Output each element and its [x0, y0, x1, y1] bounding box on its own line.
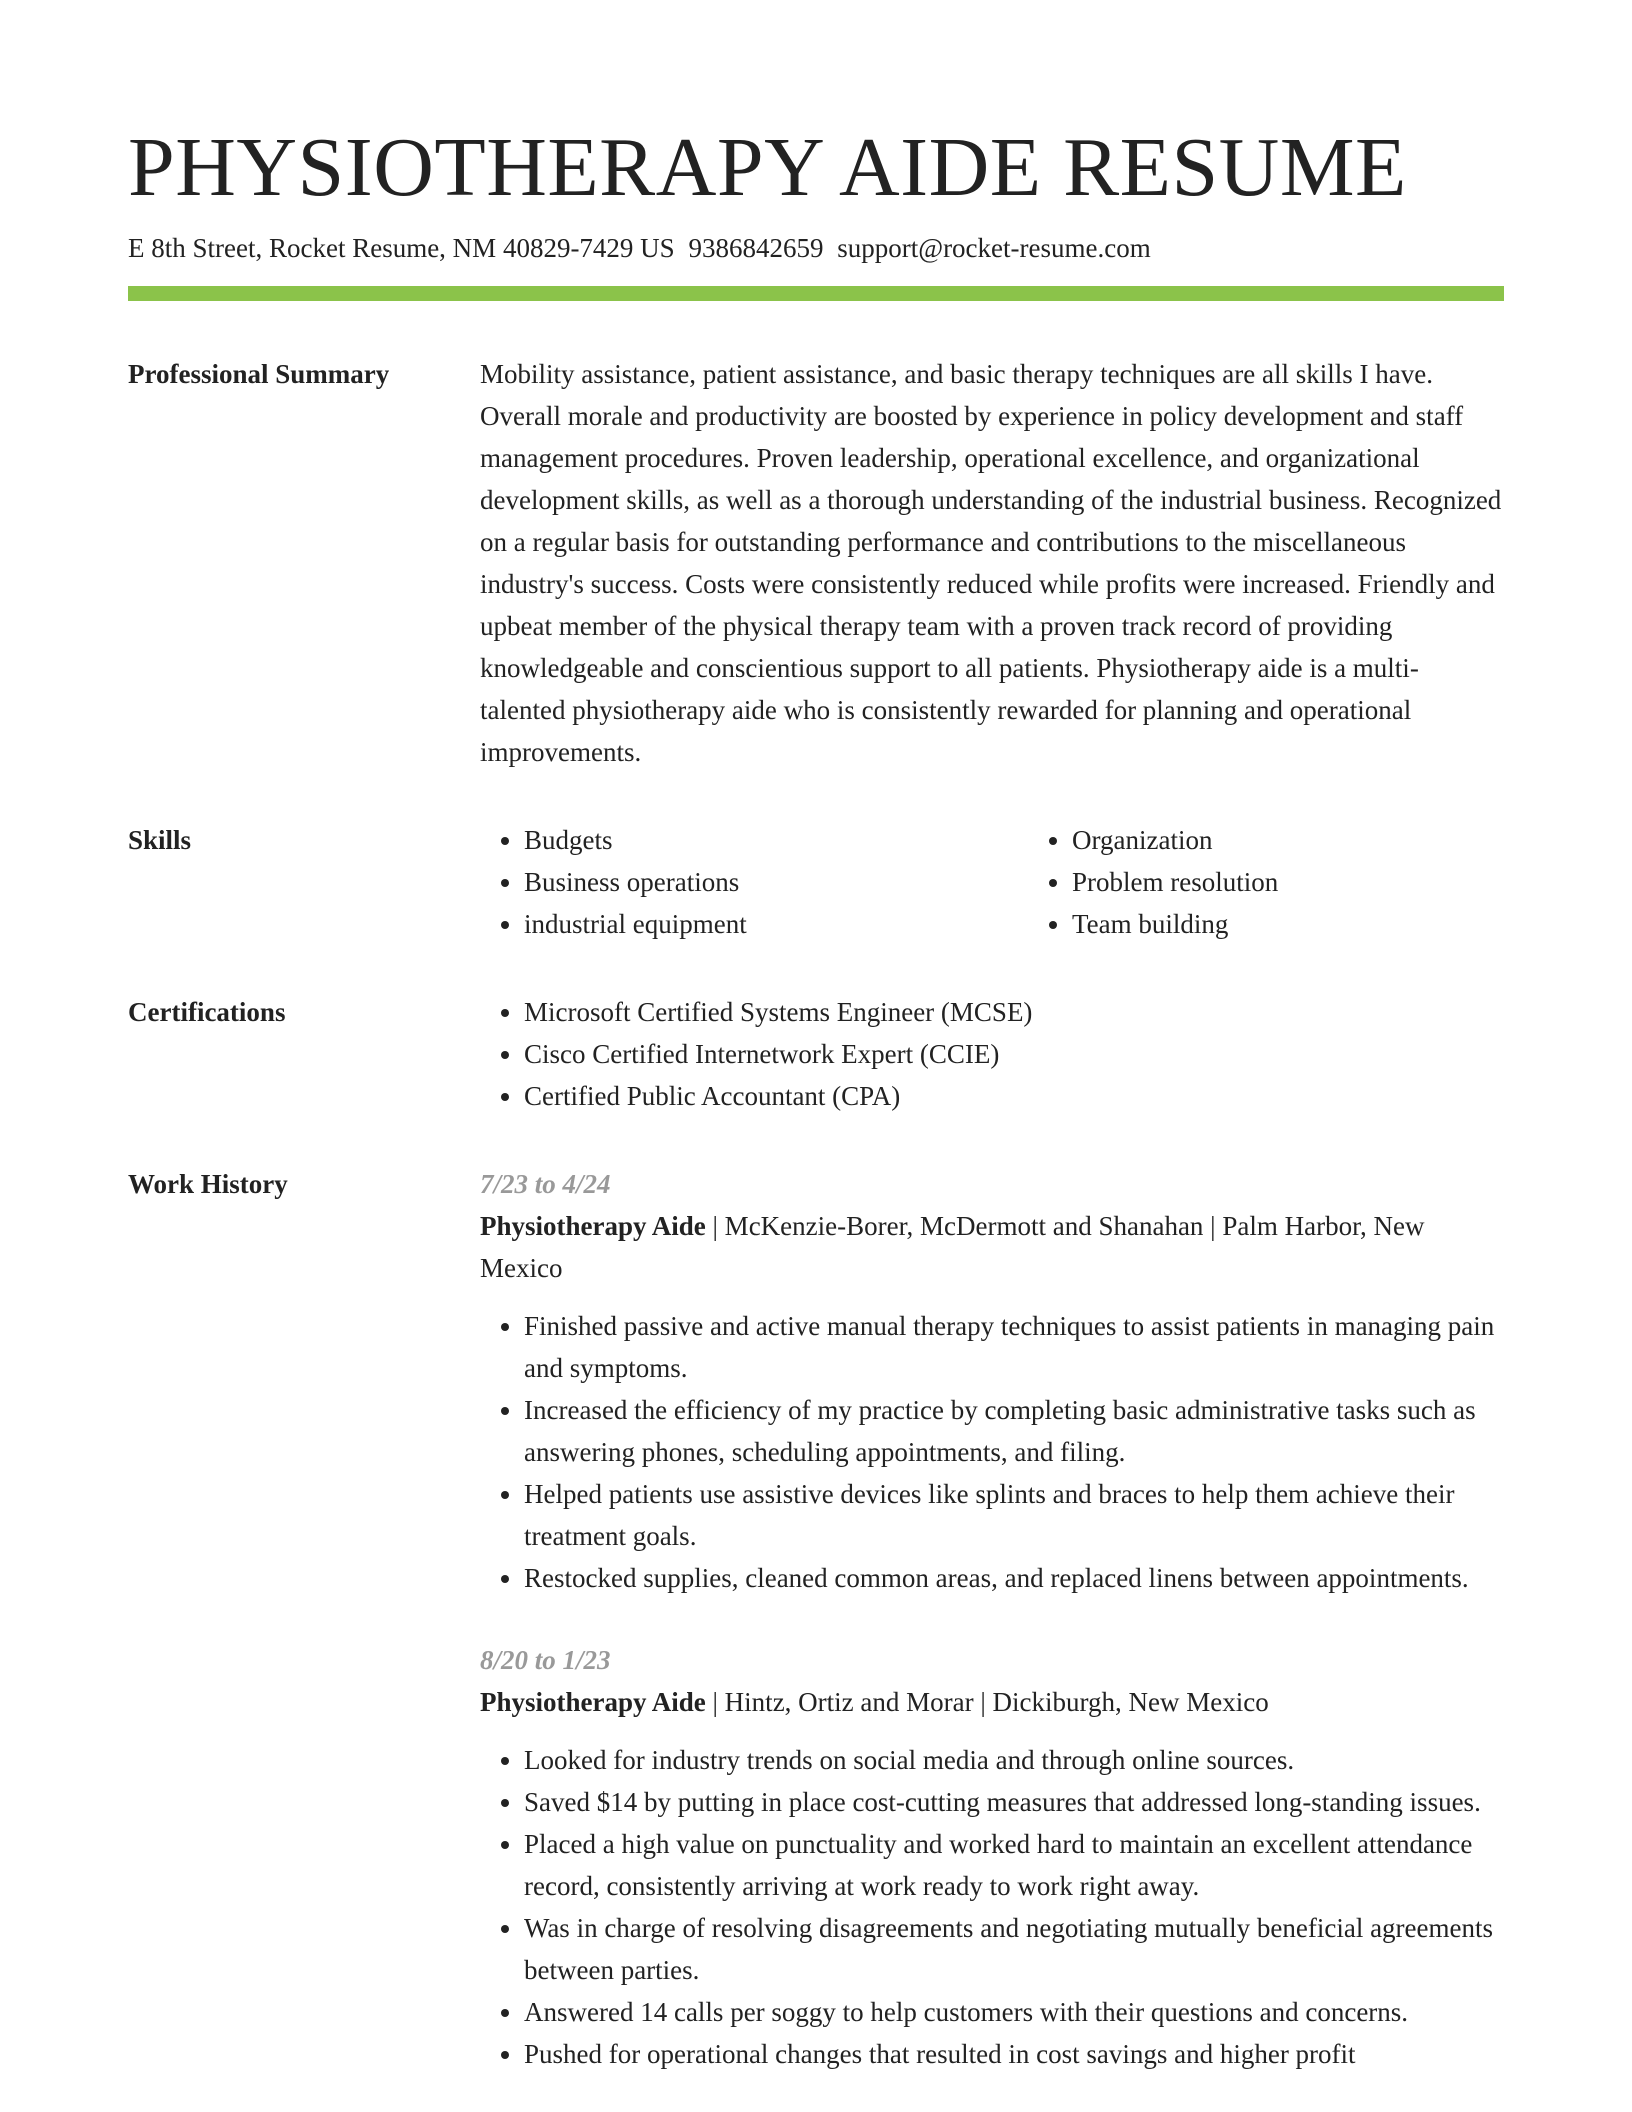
- job-bullet: • Helped patients use assistive devices like splints and braces to help them achieve their treatment goals.: [524, 1473, 1504, 1557]
- resume-page: [128, 120, 1504, 2075]
- header-divider: [128, 286, 1504, 301]
- job-bullet: • Answered 14 calls per soggy to help customers with their questions and concerns.: [524, 1991, 1504, 2033]
- summary-section: [128, 353, 1504, 773]
- job-dates: 8/20 to 1/23: [480, 1645, 611, 1675]
- job-bullet: • Was in charge of resolving disagreements and negotiating mutually beneficial agreements between parties.: [524, 1907, 1504, 1991]
- contact-phone: 9386842659: [688, 233, 824, 263]
- job-bullet: • Pushed for operational changes that resulted in cost savings and higher profit: [524, 2033, 1504, 2075]
- job-heading: [480, 1205, 1504, 1289]
- job-title: Physiotherapy Aide: [480, 1687, 706, 1717]
- job-entry: [480, 1163, 1504, 1599]
- summary-text: Mobility assistance, patient assistance, and basic therapy techniques are all skills I have. Overall morale and productivity are boosted by experience in policy development and staff management procedures. Proven leadership, operational excellence, and organizational development skills, as well as a thorough understanding of the industrial business. Recognized on a regular basis for outstanding performance and contributions to the miscellaneous industry's success. Costs were consistently reduced while profits were increased. Friendly and upbeat member of the physical therapy team with a proven track record of providing knowledgeable and conscientious support to all patients. Physiotherapy aide is a multi-talented physiotherapy aide who is consistently rewarded for planning and operational improvements.: [480, 359, 1502, 767]
- job-bullet: • Restocked supplies, cleaned common areas, and replaced linens between appointments.: [524, 1557, 1504, 1599]
- job-bullet: • Placed a high value on punctuality and worked hard to maintain an excellent attendance record, consistently arriving at work ready to work right away.: [524, 1823, 1504, 1907]
- job-bullet: • Finished passive and active manual therapy techniques to assist patients in managing pain and symptoms.: [524, 1305, 1504, 1389]
- job-bullet: • Saved $14 by putting in place cost-cutting measures that addressed long-standing issues.: [524, 1781, 1504, 1823]
- contact-address: E 8th Street, Rocket Resume, NM 40829-7429 US: [128, 233, 675, 263]
- skill-item: • Problem resolution: [1072, 861, 1576, 903]
- job-bullets: [480, 1739, 1504, 2075]
- skills-section: [128, 819, 1504, 945]
- certification-item: • Cisco Certified Internetwork Expert (CCIE): [524, 1033, 1504, 1075]
- work-history-section: [128, 1163, 1504, 2075]
- skill-item: • industrial equipment: [524, 903, 1028, 945]
- contact-line: [128, 230, 1504, 266]
- skills-column-2: [1028, 819, 1576, 945]
- job-entry: [480, 1639, 1504, 2075]
- skills-column-1: [480, 819, 1028, 945]
- skill-item: • Business operations: [524, 861, 1028, 903]
- job-employer-location: | Hintz, Ortiz and Morar | Dickiburgh, New Mexico: [705, 1687, 1269, 1717]
- certifications-list: [480, 991, 1504, 1117]
- skills-list: [480, 819, 1576, 945]
- certifications-section: [128, 991, 1504, 1117]
- certifications-body: [480, 991, 1504, 1117]
- certification-item: • Microsoft Certified Systems Engineer (MCSE): [524, 991, 1504, 1033]
- job-title: Physiotherapy Aide: [480, 1211, 706, 1241]
- job-bullet: • Looked for industry trends on social media and through online sources.: [524, 1739, 1504, 1781]
- resume-title: PHYSIOTHERAPY AIDE RESUME: [128, 121, 1407, 214]
- skill-item: • Budgets: [524, 819, 1028, 861]
- skill-item: • Team building: [1072, 903, 1576, 945]
- work-history-body: [480, 1163, 1504, 2075]
- job-employer-location: | McKenzie-Borer, McDermott and Shanahan | Palm Harbor, New Mexico: [480, 1211, 1425, 1283]
- work-history-heading: Work History: [128, 1169, 288, 1199]
- job-dates: 7/23 to 4/24: [480, 1169, 611, 1199]
- skills-heading: Skills: [128, 825, 192, 855]
- contact-email: support@rocket-resume.com: [837, 233, 1151, 263]
- certifications-heading: Certifications: [128, 997, 286, 1027]
- summary-body: [480, 353, 1504, 773]
- job-bullets: [480, 1305, 1504, 1599]
- certification-item: • Certified Public Accountant (CPA): [524, 1075, 1504, 1117]
- job-bullet: • Increased the efficiency of my practice by completing basic administrative tasks such as answering phones, scheduling appointments, and filing.: [524, 1389, 1504, 1473]
- summary-heading: Professional Summary: [128, 359, 390, 389]
- job-heading: [480, 1681, 1504, 1723]
- skill-item: • Organization: [1072, 819, 1576, 861]
